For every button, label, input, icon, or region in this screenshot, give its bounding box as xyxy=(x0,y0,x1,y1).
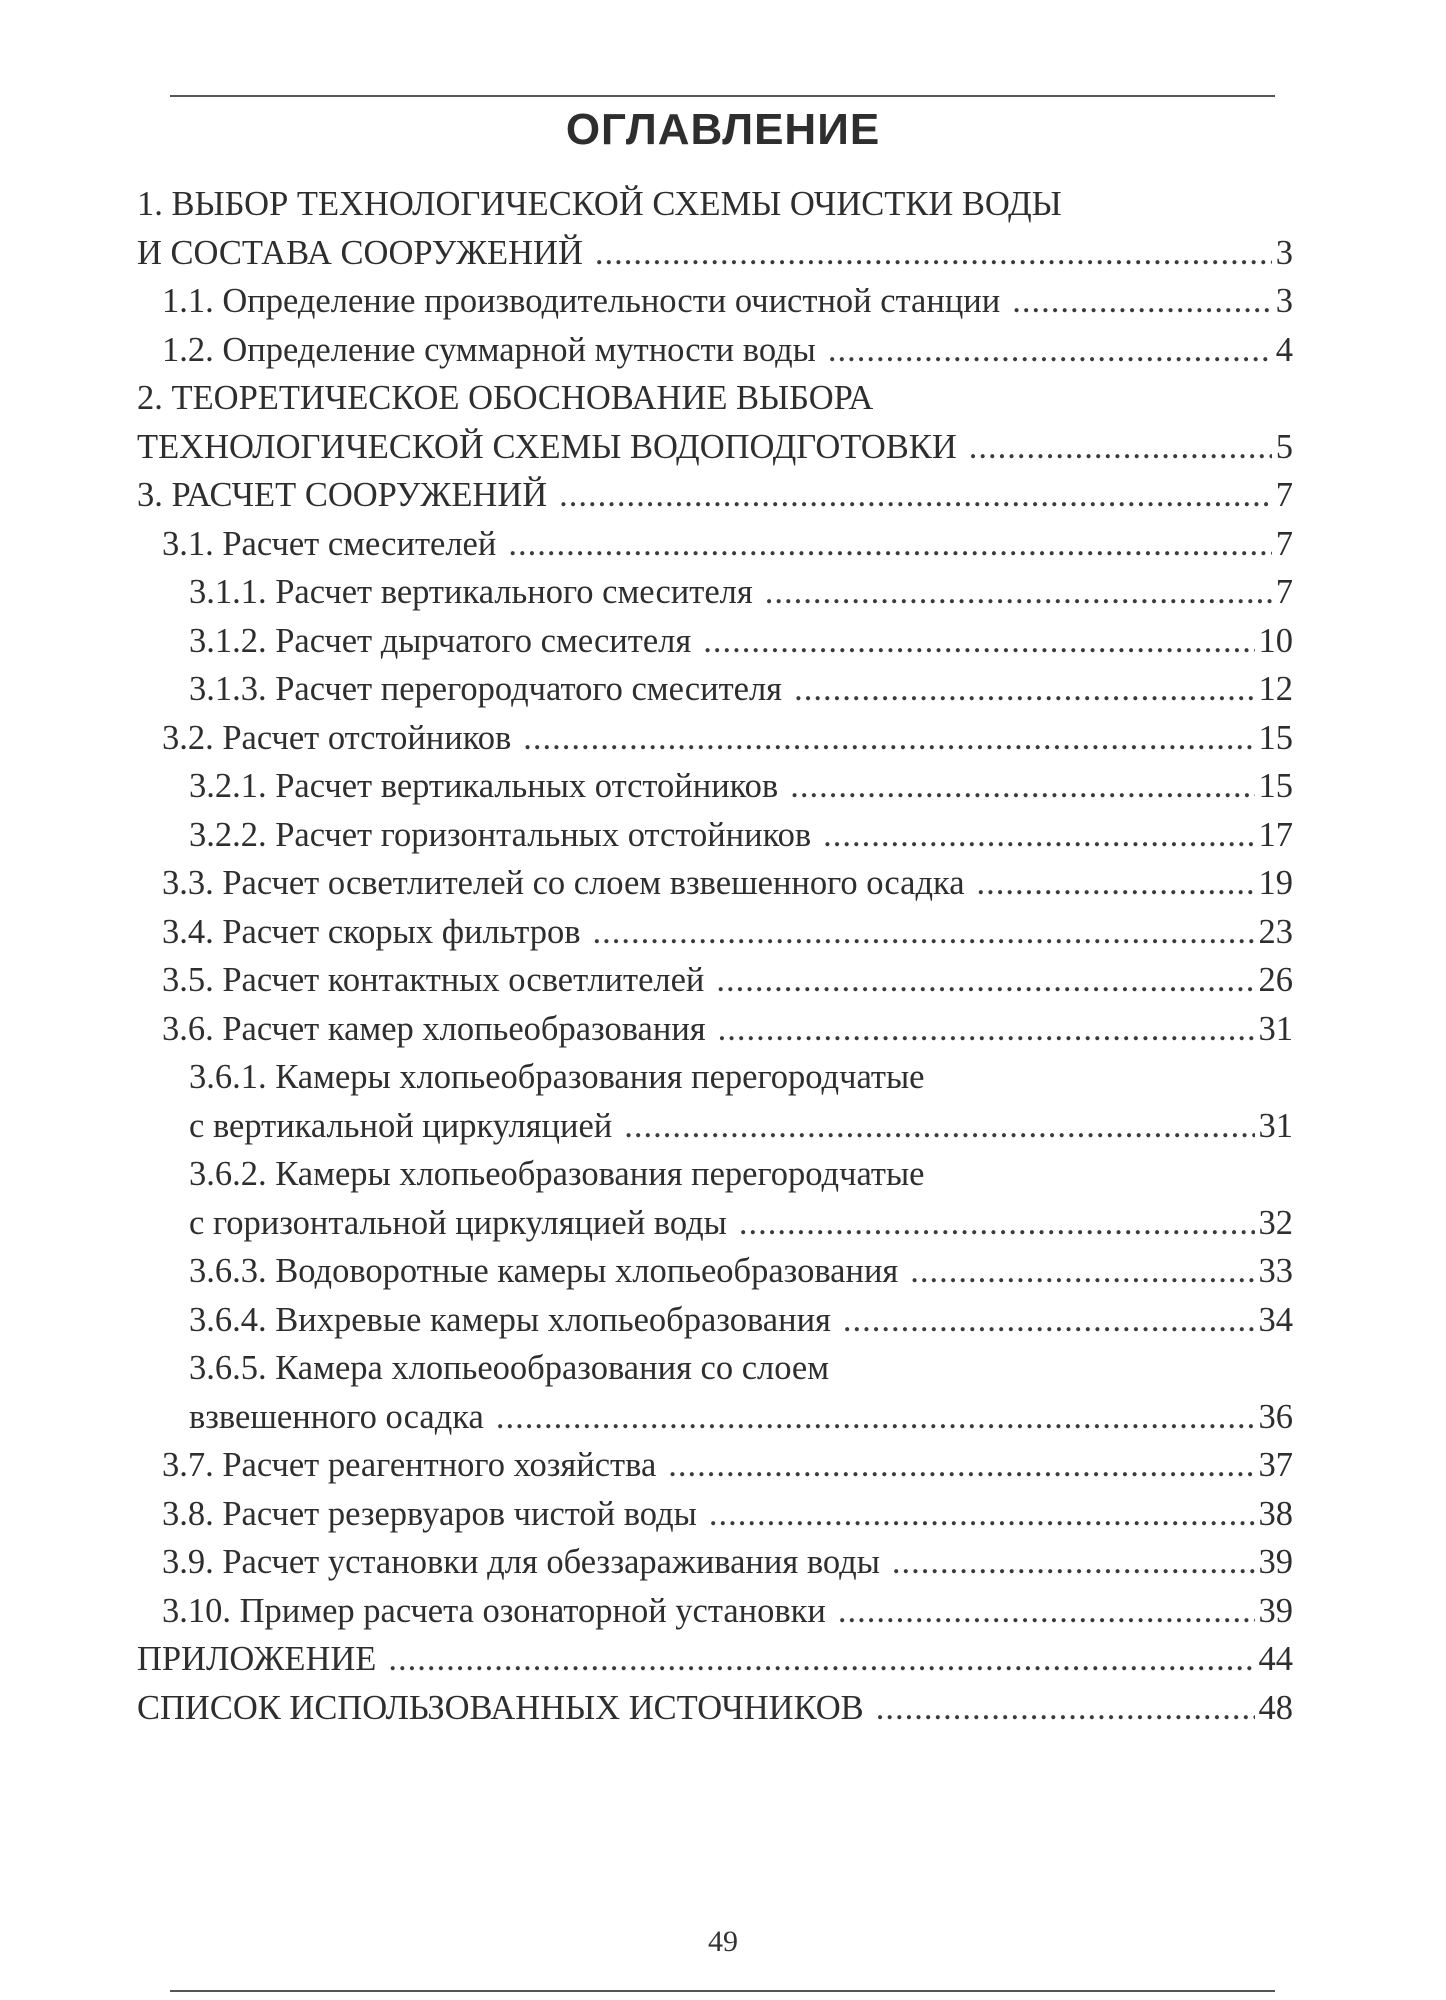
toc-entry-page: 23 xyxy=(1258,912,1293,951)
toc-entry-title: с вертикальной циркуляцией xyxy=(189,1106,613,1145)
dot-leader xyxy=(892,1538,1255,1587)
toc-entry-line xyxy=(162,1490,1293,1539)
toc-entry-title-line: 3.6.2. Камеры хлопьеобразования перегородчатые xyxy=(189,1155,925,1193)
dot-leader xyxy=(739,1199,1255,1248)
toc-entry-title: 3.1.3. Расчет перегородчатого смесителя xyxy=(189,670,783,708)
toc-entry-line xyxy=(189,1296,1293,1345)
toc-entry-line xyxy=(189,665,1293,714)
toc-entry xyxy=(137,908,1293,957)
dot-leader xyxy=(823,811,1254,860)
page-title: ОГЛАВЛЕНИЕ xyxy=(565,105,881,154)
table-of-contents xyxy=(137,180,1293,1732)
toc-entry xyxy=(137,1441,1293,1490)
toc-entry-title: 3.1. Расчет смесителей xyxy=(162,524,497,563)
toc-entry-page: 7 xyxy=(1275,524,1293,563)
toc-entry-title: 3.1.1. Расчет вертикального смесителя xyxy=(189,573,753,611)
toc-entry-page: 38 xyxy=(1258,1494,1293,1533)
toc-entry-title: 1.1. Определение производительности очистной станции xyxy=(162,282,1001,320)
dot-leader xyxy=(624,1102,1254,1151)
dot-leader xyxy=(838,1587,1255,1636)
dot-leader xyxy=(910,1247,1254,1296)
dot-leader xyxy=(709,1490,1255,1539)
page-number: 49 xyxy=(708,1925,738,1958)
toc-entry-page: 17 xyxy=(1258,815,1293,854)
toc-entry-line xyxy=(189,1199,1293,1248)
toc-entry-page: 39 xyxy=(1258,1543,1293,1581)
toc-entry xyxy=(137,617,1293,666)
toc-entry xyxy=(137,1344,1293,1441)
toc-entry-line xyxy=(162,326,1293,375)
toc-entry-page: 5 xyxy=(1275,427,1293,466)
toc-entry-title: ПРИЛОЖЕНИЕ xyxy=(137,1640,377,1678)
toc-entry-line xyxy=(162,1538,1293,1587)
dot-leader xyxy=(388,1635,1254,1684)
toc-entry-line xyxy=(189,1102,1293,1151)
bottom-rule xyxy=(170,1990,1275,1992)
dot-leader xyxy=(523,714,1254,763)
toc-entry-line xyxy=(162,277,1293,326)
toc-entry-title: 3.2. Расчет отстойников xyxy=(162,718,512,757)
toc-entry-title: 3.8. Расчет резервуаров чистой воды xyxy=(162,1494,697,1533)
toc-entry-title: 3.6.4. Вихревые камеры хлопьеобразования xyxy=(189,1300,831,1339)
toc-entry-page: 12 xyxy=(1258,670,1293,708)
toc-entry-line xyxy=(162,859,1293,908)
toc-entry-title: 3.2.2. Расчет горизонтальных отстойников xyxy=(189,815,812,854)
toc-entry-page: 37 xyxy=(1258,1446,1293,1484)
toc-entry-line xyxy=(162,1005,1293,1054)
toc-entry-line xyxy=(189,811,1293,860)
toc-entry xyxy=(137,1296,1293,1345)
toc-entry-line xyxy=(137,1635,1293,1684)
toc-entry xyxy=(137,1247,1293,1296)
toc-entry-line xyxy=(189,1393,1293,1442)
toc-entry-title-line: 3.6.1. Камеры хлопьеобразования перегородчатые xyxy=(189,1058,925,1096)
toc-entry-title: И СОСТАВА СООРУЖЕНИЙ xyxy=(137,233,583,272)
toc-entry-line xyxy=(189,762,1293,811)
toc-entry-page: 36 xyxy=(1258,1397,1293,1436)
toc-entry xyxy=(137,1538,1293,1587)
toc-entry-title-line: 1. ВЫБОР ТЕХНОЛОГИЧЕСКОЙ СХЕМЫ ОЧИСТКИ ВОДЫ xyxy=(137,185,1062,223)
dot-leader xyxy=(718,1005,1255,1054)
toc-entry-title: 3.1.2. Расчет дырчатого смесителя xyxy=(189,621,692,660)
dot-leader xyxy=(765,568,1272,617)
dot-leader xyxy=(828,326,1272,375)
toc-entry-page: 15 xyxy=(1258,767,1293,805)
toc-entry-page: 7 xyxy=(1275,476,1293,514)
dot-leader xyxy=(668,1441,1254,1490)
toc-entry xyxy=(137,326,1293,375)
toc-entry xyxy=(137,1005,1293,1054)
toc-entry xyxy=(137,1053,1293,1150)
toc-entry-line xyxy=(162,520,1293,569)
toc-entry xyxy=(137,811,1293,860)
dot-leader xyxy=(592,908,1254,957)
toc-entry-title: 3. РАСЧЕТ СООРУЖЕНИЙ xyxy=(137,476,548,514)
toc-entry-page: 7 xyxy=(1275,573,1293,611)
toc-entry-page: 3 xyxy=(1275,233,1293,272)
toc-entry-page: 15 xyxy=(1258,718,1293,757)
toc-entry-title-line: 2. ТЕОРЕТИЧЕСКОЕ ОБОСНОВАНИЕ ВЫБОРА xyxy=(137,379,874,417)
toc-entry-title: СПИСОК ИСПОЛЬЗОВАННЫХ ИСТОЧНИКОВ xyxy=(137,1688,864,1727)
toc-entry xyxy=(137,665,1293,714)
toc-entry-page: 31 xyxy=(1258,1009,1293,1048)
dot-leader xyxy=(508,520,1271,569)
toc-entry-title: 3.4. Расчет скорых фильтров xyxy=(162,912,581,951)
toc-entry-title: 3.6. Расчет камер хлопьеобразования xyxy=(162,1009,706,1048)
toc-entry-line xyxy=(189,568,1293,617)
toc-entry xyxy=(137,956,1293,1005)
toc-entry xyxy=(137,714,1293,763)
toc-entry xyxy=(137,277,1293,326)
toc-entry-page: 48 xyxy=(1258,1688,1293,1727)
toc-entry xyxy=(137,374,1293,471)
dot-leader xyxy=(977,859,1255,908)
toc-entry xyxy=(137,859,1293,908)
toc-entry-line xyxy=(162,908,1293,957)
dot-leader xyxy=(876,1684,1255,1733)
toc-entry-page: 39 xyxy=(1258,1591,1293,1630)
toc-entry-title: 3.7. Расчет реагентного хозяйства xyxy=(162,1446,657,1484)
toc-entry-title: 3.9. Расчет установки для обеззараживания воды xyxy=(162,1543,880,1581)
toc-entry-line xyxy=(137,471,1293,520)
dot-leader xyxy=(595,229,1272,278)
toc-entry-page: 44 xyxy=(1258,1640,1293,1678)
toc-entry-title: 3.3. Расчет осветлителей со слоем взвешенного осадка xyxy=(162,864,965,902)
toc-entry-title: 1.2. Определение суммарной мутности воды xyxy=(162,330,816,369)
toc-entry-page: 31 xyxy=(1258,1106,1293,1145)
toc-entry-page: 3 xyxy=(1275,282,1293,320)
toc-entry-page: 4 xyxy=(1275,330,1293,369)
dot-leader xyxy=(496,1393,1255,1442)
toc-entry-title: ТЕХНОЛОГИЧЕСКОЙ СХЕМЫ ВОДОПОДГОТОВКИ xyxy=(137,427,957,466)
toc-entry-line xyxy=(162,956,1293,1005)
dot-leader xyxy=(716,956,1254,1005)
toc-entry-line xyxy=(137,1684,1293,1733)
toc-entry xyxy=(137,180,1293,277)
toc-entry-page: 10 xyxy=(1258,621,1293,660)
toc-entry xyxy=(137,1635,1293,1684)
toc-entry-title: 3.10. Пример расчета озонаторной установки xyxy=(162,1591,826,1630)
dot-leader xyxy=(1012,277,1272,326)
toc-entry-line xyxy=(189,617,1293,666)
toc-entry-line xyxy=(137,229,1293,278)
toc-entry-title-line: 3.6.5. Камера хлопьеообразования со слоем xyxy=(189,1349,830,1387)
toc-entry xyxy=(137,1490,1293,1539)
toc-entry xyxy=(137,1150,1293,1247)
toc-entry-line xyxy=(162,1441,1293,1490)
toc-entry-title: 3.2.1. Расчет вертикальных отстойников xyxy=(189,767,779,805)
toc-entry-title: с горизонтальной циркуляцией воды xyxy=(189,1203,727,1242)
toc-entry-line xyxy=(162,714,1293,763)
dot-leader xyxy=(790,762,1254,811)
toc-entry-page: 33 xyxy=(1258,1252,1293,1290)
toc-entry-line xyxy=(189,1247,1293,1296)
toc-entry-page: 26 xyxy=(1258,961,1293,999)
toc-entry-page: 34 xyxy=(1258,1300,1293,1339)
dot-leader xyxy=(969,423,1272,472)
dot-leader xyxy=(843,1296,1255,1345)
dot-leader xyxy=(794,665,1254,714)
toc-entry-title: взвешенного осадка xyxy=(189,1397,484,1436)
dot-leader xyxy=(703,617,1254,666)
toc-entry-title: 3.5. Расчет контактных осветлителей xyxy=(162,961,705,999)
toc-entry xyxy=(137,1684,1293,1733)
toc-entry-page: 32 xyxy=(1258,1203,1293,1242)
toc-entry-page: 19 xyxy=(1258,864,1293,902)
dot-leader xyxy=(559,471,1272,520)
toc-entry-line xyxy=(162,1587,1293,1636)
toc-entry xyxy=(137,471,1293,520)
toc-entry xyxy=(137,520,1293,569)
toc-entry xyxy=(137,762,1293,811)
toc-entry xyxy=(137,568,1293,617)
toc-entry-line xyxy=(137,423,1293,472)
toc-entry-title: 3.6.3. Водоворотные камеры хлопьеобразования xyxy=(189,1252,899,1290)
toc-entry xyxy=(137,1587,1293,1636)
